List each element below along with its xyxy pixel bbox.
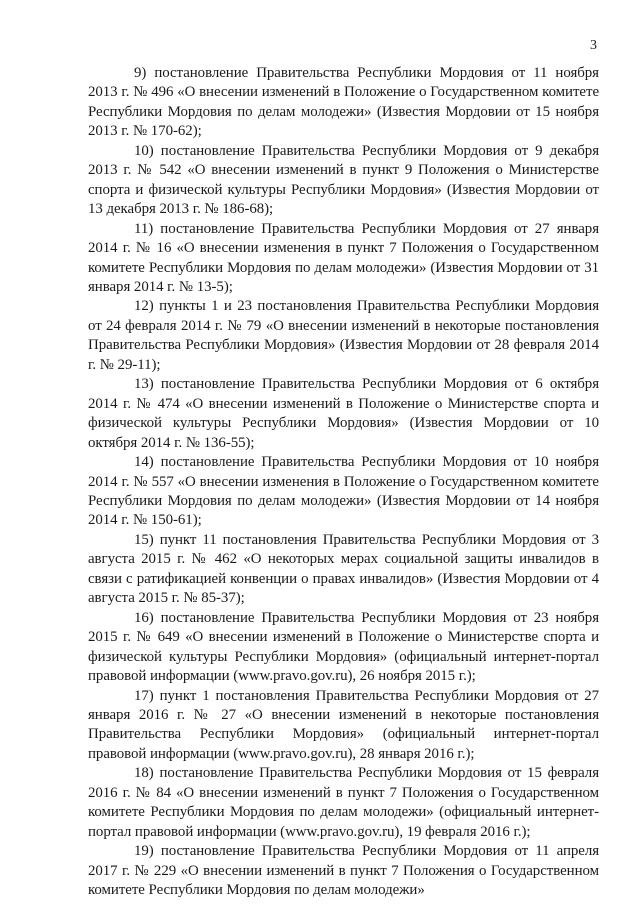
list-item: 13) постановление Правительства Республики Мордовия от 6 октября 2014 г. № 474 «О внесении изменений в Положение о Министерстве спорта и физической культуры Республики Мордовия» (Известия Мордовии от 10 октября 2014 г. № 136-55); bbox=[88, 376, 599, 451]
list-item: 11) постановление Правительства Республики Мордовия от 27 января 2014 г. № 16 «О внесении изменения в пункт 7 Положения о Государственном комитете Республики Мордовия по делам молодежи» (Известия Мордовии от 31 января 2014 г. № 13-5); bbox=[88, 220, 599, 295]
list-item: 15) пункт 11 постановления Правительства Республики Мордовия от 3 августа 2015 г. № 462 «О некоторых мерах социальной защиты инвалидов в связи с ратификацией конвенции о правах инвалидов» (Известия Мордовии от 4 августа 2015 г. № 85-37); bbox=[88, 531, 599, 607]
document-body bbox=[88, 64, 599, 900]
list-item: 10) постановление Правительства Республики Мордовия от 9 декабря 2013 г. № 542 «О внесении изменений в пункт 9 Положения о Министерстве спорта и физической культуры Республики Мордовия» (Известия Мордовии от 13 декабря 2013 г. № 186-68); bbox=[88, 142, 599, 218]
list-item: 19) постановление Правительства Республики Мордовия от 11 апреля 2017 г. № 229 «О внесении изменений в пункт 7 Положения о Государственном комитете Республики Мордовия по делам молодежи» bbox=[88, 843, 599, 899]
list-item: 18) постановление Правительства Республики Мордовия от 15 февраля 2016 г. № 84 «О внесении изменений в пункт 7 Положения о Государственном комитете Республики Мордовия по делам молодежи» (официальный интернет-портал правовой информации (www.pravo.gov.ru), 19 февраля 2016 г.); bbox=[88, 765, 599, 840]
list-item: 14) постановление Правительства Республики Мордовия от 10 ноября 2014 г. № 557 «О внесении изменения в Положение о Государственном комитете Республики Мордовия по делам молодежи» (Известия Мордовии от 14 ноября 2014 г. № 150-61); bbox=[88, 454, 599, 529]
list-item: 16) постановление Правительства Республики Мордовия от 23 ноября 2015 г. № 649 «О внесении изменений в Положение о Министерстве спорта и физической культуры Республики Мордовия» (официальный интернет-портал правовой информации (www.pravo.gov.ru), 26 ноября 2015 г.); bbox=[88, 609, 599, 685]
page-number: 3 bbox=[590, 38, 597, 53]
list-item: 17) пункт 1 постановления Правительства Республики Мордовия от 27 января 2016 г. № 27 «О внесении изменений в некоторые постановления Правительства Республики Мордовия» (официальный интернет-портал правовой информации (www.pravo.gov.ru), 28 января 2016 г.); bbox=[88, 687, 599, 762]
list-item: 12) пункты 1 и 23 постановления Правительства Республики Мордовия от 24 февраля 2014 г. № 79 «О внесении изменений в некоторые постановления Правительства Республики Мордовия» (Известия Мордовии от 28 февраля 2014 г. № 29-11); bbox=[88, 298, 599, 373]
list-item: 9) постановление Правительства Республики Мордовия от 11 ноября 2013 г. № 496 «О внесении изменений в Положение о Государственном комитете Республики Мордовия по делам молодежи» (Известия Мордовии от 15 ноября 2013 г. № 170-62); bbox=[88, 65, 599, 140]
